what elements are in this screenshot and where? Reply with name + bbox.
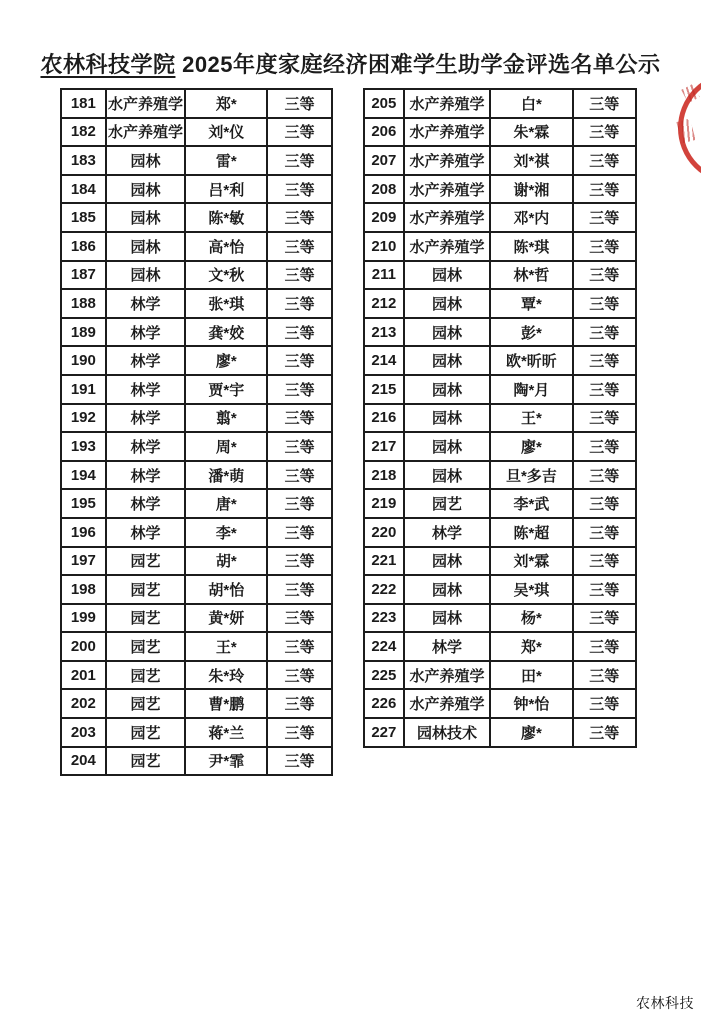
cell-award-level: 三等 <box>573 118 636 147</box>
cell-row-number: 222 <box>364 575 404 604</box>
cell-award-level: 三等 <box>267 689 332 718</box>
cell-major: 水产养殖学 <box>404 118 490 147</box>
cell-student-name: 陈*敏 <box>185 203 267 232</box>
cell-row-number: 214 <box>364 346 404 375</box>
cell-award-level: 三等 <box>267 289 332 318</box>
table-row <box>61 318 332 347</box>
cell-row-number: 183 <box>61 146 106 175</box>
cell-row-number: 217 <box>364 432 404 461</box>
cell-award-level: 三等 <box>573 518 636 547</box>
table-row <box>364 432 636 461</box>
cell-row-number: 204 <box>61 747 106 776</box>
cell-award-level: 三等 <box>573 432 636 461</box>
table-row <box>364 518 636 547</box>
cell-major: 园林 <box>106 232 186 261</box>
table-row <box>61 346 332 375</box>
cell-student-name: 谢*湘 <box>490 175 572 204</box>
cell-award-level: 三等 <box>267 461 332 490</box>
table-row <box>61 632 332 661</box>
table-row <box>364 146 636 175</box>
cell-award-level: 三等 <box>573 575 636 604</box>
cell-major: 园林 <box>404 318 490 347</box>
scholarship-table-right <box>363 88 637 748</box>
cell-row-number: 192 <box>61 404 106 433</box>
table-row <box>364 175 636 204</box>
cell-major: 园艺 <box>106 547 186 576</box>
cell-award-level: 三等 <box>267 118 332 147</box>
cell-row-number: 224 <box>364 632 404 661</box>
table-row <box>61 203 332 232</box>
cell-row-number: 186 <box>61 232 106 261</box>
cell-row-number: 182 <box>61 118 106 147</box>
cell-row-number: 216 <box>364 404 404 433</box>
cell-row-number: 205 <box>364 89 404 118</box>
cell-student-name: 钟*怡 <box>490 689 572 718</box>
cell-major: 园林 <box>106 261 186 290</box>
cell-award-level: 三等 <box>573 261 636 290</box>
cell-major: 园艺 <box>106 747 186 776</box>
cell-award-level: 三等 <box>573 661 636 690</box>
cell-row-number: 202 <box>61 689 106 718</box>
cell-row-number: 218 <box>364 461 404 490</box>
cell-award-level: 三等 <box>573 289 636 318</box>
cell-student-name: 胡* <box>185 547 267 576</box>
cell-row-number: 203 <box>61 718 106 747</box>
cell-major: 园艺 <box>106 632 186 661</box>
cell-award-level: 三等 <box>267 146 332 175</box>
table-row <box>364 689 636 718</box>
cell-award-level: 三等 <box>267 232 332 261</box>
cell-major: 水产养殖学 <box>404 175 490 204</box>
cell-student-name: 王* <box>490 404 572 433</box>
cell-major: 水产养殖学 <box>404 89 490 118</box>
cell-row-number: 223 <box>364 604 404 633</box>
table-left <box>60 88 333 776</box>
cell-award-level: 三等 <box>267 203 332 232</box>
cell-major: 园艺 <box>106 575 186 604</box>
cell-student-name: 旦*多吉 <box>490 461 572 490</box>
cell-row-number: 209 <box>364 203 404 232</box>
cell-row-number: 227 <box>364 718 404 747</box>
cell-major: 水产养殖学 <box>404 146 490 175</box>
cell-row-number: 207 <box>364 146 404 175</box>
cell-major: 林学 <box>106 289 186 318</box>
cell-major: 林学 <box>404 632 490 661</box>
college-name: 农林科技学院 <box>40 52 176 77</box>
cell-major: 水产养殖学 <box>404 232 490 261</box>
cell-student-name: 黄*妍 <box>185 604 267 633</box>
cell-student-name: 邓*内 <box>490 203 572 232</box>
cell-student-name: 陈*琪 <box>490 232 572 261</box>
table-row <box>364 632 636 661</box>
cell-student-name: 唐* <box>185 489 267 518</box>
table-row <box>61 747 332 776</box>
table-row <box>61 261 332 290</box>
cell-major: 林学 <box>106 518 186 547</box>
cell-student-name: 尹*霏 <box>185 747 267 776</box>
cell-award-level: 三等 <box>267 432 332 461</box>
cell-award-level: 三等 <box>573 318 636 347</box>
cell-row-number: 196 <box>61 518 106 547</box>
table-row <box>364 203 636 232</box>
table-row <box>364 547 636 576</box>
cell-award-level: 三等 <box>573 404 636 433</box>
table-row <box>61 432 332 461</box>
cell-row-number: 193 <box>61 432 106 461</box>
table-row <box>364 489 636 518</box>
table-row <box>61 518 332 547</box>
cell-major: 园林 <box>404 261 490 290</box>
cell-student-name: 廖* <box>490 432 572 461</box>
cell-row-number: 199 <box>61 604 106 633</box>
cell-award-level: 三等 <box>267 604 332 633</box>
cell-student-name: 潘*萌 <box>185 461 267 490</box>
table-right <box>363 88 637 748</box>
cell-row-number: 210 <box>364 232 404 261</box>
cell-row-number: 189 <box>61 318 106 347</box>
cell-student-name: 吴*琪 <box>490 575 572 604</box>
cell-student-name: 朱*霖 <box>490 118 572 147</box>
table-row <box>61 689 332 718</box>
cell-major: 园艺 <box>106 689 186 718</box>
cell-major: 园林 <box>404 461 490 490</box>
cell-major: 林学 <box>106 375 186 404</box>
cell-student-name: 吕*利 <box>185 175 267 204</box>
cell-major: 林学 <box>106 404 186 433</box>
cell-student-name: 林*哲 <box>490 261 572 290</box>
cell-student-name: 张*琪 <box>185 289 267 318</box>
table-row <box>61 118 332 147</box>
cell-award-level: 三等 <box>573 547 636 576</box>
cell-student-name: 刘*祺 <box>490 146 572 175</box>
cell-row-number: 211 <box>364 261 404 290</box>
cell-student-name: 刘*霖 <box>490 547 572 576</box>
table-row <box>364 661 636 690</box>
table-row <box>61 489 332 518</box>
cell-award-level: 三等 <box>267 318 332 347</box>
cell-row-number: 197 <box>61 547 106 576</box>
cell-row-number: 190 <box>61 346 106 375</box>
cell-row-number: 194 <box>61 461 106 490</box>
cell-major: 园林 <box>106 175 186 204</box>
table-row <box>364 261 636 290</box>
cell-student-name: 陈*超 <box>490 518 572 547</box>
cell-row-number: 198 <box>61 575 106 604</box>
cell-award-level: 三等 <box>573 203 636 232</box>
cell-award-level: 三等 <box>267 661 332 690</box>
cell-major: 林学 <box>106 318 186 347</box>
cell-row-number: 185 <box>61 203 106 232</box>
cell-student-name: 彭* <box>490 318 572 347</box>
cell-major: 园林技术 <box>404 718 490 747</box>
cell-major: 园林 <box>106 146 186 175</box>
cell-major: 林学 <box>106 461 186 490</box>
cell-award-level: 三等 <box>267 375 332 404</box>
cell-award-level: 三等 <box>267 575 332 604</box>
cell-row-number: 184 <box>61 175 106 204</box>
cell-major: 园林 <box>404 604 490 633</box>
cell-award-level: 三等 <box>267 547 332 576</box>
cell-award-level: 三等 <box>267 632 332 661</box>
cell-major: 水产养殖学 <box>404 661 490 690</box>
table-row <box>61 461 332 490</box>
cell-student-name: 朱*玲 <box>185 661 267 690</box>
cell-award-level: 三等 <box>267 518 332 547</box>
cell-student-name: 廖* <box>490 718 572 747</box>
cell-award-level: 三等 <box>573 89 636 118</box>
cell-student-name: 白* <box>490 89 572 118</box>
table-row <box>61 232 332 261</box>
cell-row-number: 187 <box>61 261 106 290</box>
table-row <box>61 175 332 204</box>
cell-major: 水产养殖学 <box>106 89 186 118</box>
cell-major: 园林 <box>404 404 490 433</box>
table-row <box>364 118 636 147</box>
cell-student-name: 王* <box>185 632 267 661</box>
table-row <box>61 604 332 633</box>
cell-major: 园艺 <box>106 661 186 690</box>
table-row <box>364 604 636 633</box>
cell-major: 园林 <box>404 432 490 461</box>
cell-award-level: 三等 <box>573 489 636 518</box>
cell-major: 园林 <box>404 547 490 576</box>
table-row <box>61 547 332 576</box>
cell-award-level: 三等 <box>573 689 636 718</box>
table-row <box>364 461 636 490</box>
table-row <box>364 718 636 747</box>
cell-student-name: 陶*月 <box>490 375 572 404</box>
table-row <box>364 346 636 375</box>
cell-award-level: 三等 <box>573 346 636 375</box>
table-row <box>61 89 332 118</box>
table-row <box>61 146 332 175</box>
cell-row-number: 191 <box>61 375 106 404</box>
cell-student-name: 曹*鹏 <box>185 689 267 718</box>
title-text: 2025年度家庭经济困难学生助学金评选名单公示 <box>175 52 661 77</box>
cell-student-name: 廖* <box>185 346 267 375</box>
cell-student-name: 刘*仪 <box>185 118 267 147</box>
cell-award-level: 三等 <box>573 146 636 175</box>
cell-major: 水产养殖学 <box>106 118 186 147</box>
cell-award-level: 三等 <box>267 261 332 290</box>
cell-student-name: 贾*宇 <box>185 375 267 404</box>
cell-row-number: 213 <box>364 318 404 347</box>
cell-award-level: 三等 <box>267 489 332 518</box>
cell-row-number: 200 <box>61 632 106 661</box>
cell-student-name: 雷* <box>185 146 267 175</box>
table-row <box>61 289 332 318</box>
cell-student-name: 欧*昕昕 <box>490 346 572 375</box>
cell-award-level: 三等 <box>573 175 636 204</box>
table-row <box>61 661 332 690</box>
table-row <box>364 89 636 118</box>
cell-major: 林学 <box>106 432 186 461</box>
cell-student-name: 翦* <box>185 404 267 433</box>
cell-student-name: 李* <box>185 518 267 547</box>
cell-row-number: 225 <box>364 661 404 690</box>
cell-row-number: 212 <box>364 289 404 318</box>
table-row <box>364 232 636 261</box>
cell-award-level: 三等 <box>267 89 332 118</box>
cell-award-level: 三等 <box>573 604 636 633</box>
cell-student-name: 周* <box>185 432 267 461</box>
cell-row-number: 215 <box>364 375 404 404</box>
cell-major: 园林 <box>404 346 490 375</box>
table-row <box>61 375 332 404</box>
cell-major: 林学 <box>106 489 186 518</box>
page-title <box>0 48 701 79</box>
table-row <box>364 318 636 347</box>
cell-row-number: 195 <box>61 489 106 518</box>
cell-major: 水产养殖学 <box>404 203 490 232</box>
cell-major: 园艺 <box>404 489 490 518</box>
cell-row-number: 219 <box>364 489 404 518</box>
cell-major: 园艺 <box>106 604 186 633</box>
cell-award-level: 三等 <box>267 404 332 433</box>
cell-student-name: 高*怡 <box>185 232 267 261</box>
cell-student-name: 覃* <box>490 289 572 318</box>
table-row <box>364 289 636 318</box>
cell-student-name: 杨* <box>490 604 572 633</box>
cell-student-name: 文*秋 <box>185 261 267 290</box>
cell-award-level: 三等 <box>573 375 636 404</box>
cell-award-level: 三等 <box>573 232 636 261</box>
cell-major: 园林 <box>404 575 490 604</box>
cell-major: 园艺 <box>106 718 186 747</box>
cell-award-level: 三等 <box>267 747 332 776</box>
footer-watermark: 农林科技 <box>636 995 694 1011</box>
cell-award-level: 三等 <box>267 346 332 375</box>
cell-row-number: 181 <box>61 89 106 118</box>
cell-student-name: 郑* <box>490 632 572 661</box>
cell-major: 林学 <box>404 518 490 547</box>
cell-row-number: 226 <box>364 689 404 718</box>
cell-major: 园林 <box>106 203 186 232</box>
cell-row-number: 220 <box>364 518 404 547</box>
table-row <box>364 404 636 433</box>
cell-major: 园林 <box>404 375 490 404</box>
scholarship-table-left <box>60 88 333 776</box>
cell-award-level: 三等 <box>573 461 636 490</box>
cell-award-level: 三等 <box>267 175 332 204</box>
cell-student-name: 胡*怡 <box>185 575 267 604</box>
table-row <box>61 404 332 433</box>
cell-student-name: 田* <box>490 661 572 690</box>
cell-student-name: 郑* <box>185 89 267 118</box>
cell-row-number: 206 <box>364 118 404 147</box>
table-row <box>364 375 636 404</box>
cell-award-level: 三等 <box>573 718 636 747</box>
cell-major: 园林 <box>404 289 490 318</box>
cell-award-level: 三等 <box>267 718 332 747</box>
cell-row-number: 188 <box>61 289 106 318</box>
cell-major: 林学 <box>106 346 186 375</box>
cell-row-number: 208 <box>364 175 404 204</box>
cell-row-number: 221 <box>364 547 404 576</box>
cell-student-name: 李*武 <box>490 489 572 518</box>
cell-student-name: 蒋*兰 <box>185 718 267 747</box>
table-row <box>61 575 332 604</box>
cell-row-number: 201 <box>61 661 106 690</box>
cell-award-level: 三等 <box>573 632 636 661</box>
cell-major: 水产养殖学 <box>404 689 490 718</box>
table-row <box>364 575 636 604</box>
cell-student-name: 龚*姣 <box>185 318 267 347</box>
table-row <box>61 718 332 747</box>
